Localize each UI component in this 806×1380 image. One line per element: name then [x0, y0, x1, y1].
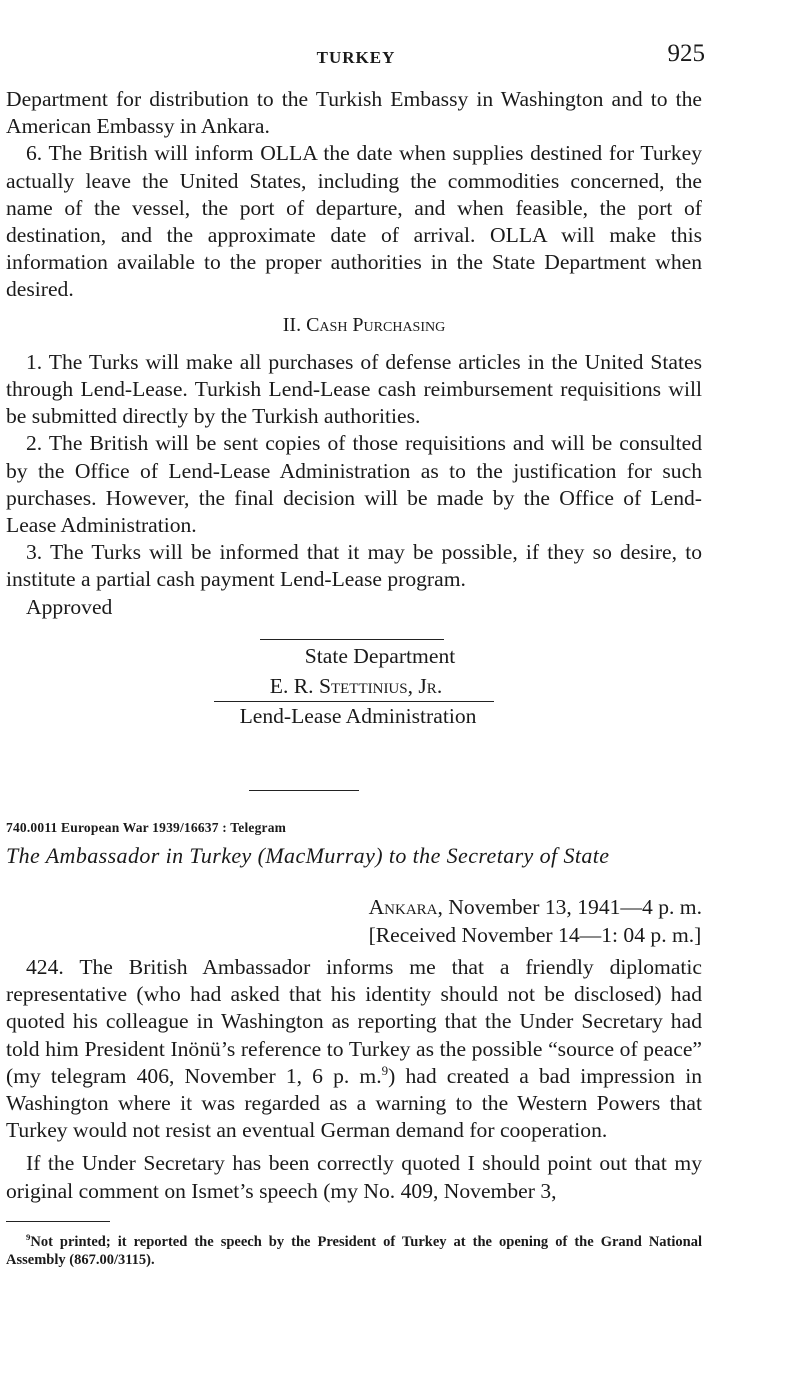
paragraph-text: 424. The British Ambassador informs me that a friendly diplomatic representative (who had asked that his identity should not be disclosed) had quoted his colleague in Washington as reporting that the Under Secretary had told him President Inönü’s reference to Turkey as the possible “source of peace” (my telegram 406, November 1, 6 p. m.	[6, 955, 702, 1088]
section-number: II.	[282, 313, 302, 336]
upper-body	[6, 86, 702, 791]
paragraph-item-3: 3. The Turks will be informed that it may be possible, if they so desire, to institute a partial cash payment Lend-Lease program.	[6, 540, 702, 592]
paragraph-item-1: 1. The Turks will make all purchases of defense articles in the United States through Lend-Lease. Turkish Lend-Lease cash reimbursement requisitions will be submitted directly by the Turkish authorities.	[6, 349, 702, 429]
running-header	[0, 40, 806, 76]
footnote-rule	[6, 1221, 110, 1222]
signature-line	[260, 639, 444, 640]
footnote	[6, 1233, 702, 1269]
telegram-paragraph-2: If the Under Secretary has been correctly quoted I should point out that my original comment on Ismet’s speech (my No. 409, November 3,	[6, 1151, 702, 1203]
department-state: State Department	[304, 643, 456, 668]
date-sent-line	[369, 894, 702, 922]
place-name: Ankara	[368, 895, 438, 919]
section-heading	[6, 312, 702, 339]
paragraph-continuation: Department for distribution to the Turkish Embassy in Washington and to the American Embassy in Ankara.	[6, 87, 702, 139]
telegram-body	[6, 954, 702, 1205]
signature-block	[6, 621, 702, 791]
page-number: 925	[667, 40, 705, 67]
approved-label: Approved	[26, 594, 113, 619]
telegram-paragraph-1	[6, 954, 702, 1144]
footnote-text: Not printed; it reported the speech by the President of Turkey at the opening of the Grand National Assembly (867.00/3115).	[6, 1234, 702, 1268]
footnote-text-line	[6, 1233, 702, 1269]
dateline	[369, 894, 702, 949]
footnote-mark: 9	[26, 1232, 31, 1243]
department-lend-lease: Lend-Lease Administration	[239, 703, 477, 728]
signer-name: E. R. Stettinius, Jr.	[269, 673, 443, 698]
date-sent: , November 13, 1941—4 p. m.	[437, 895, 702, 919]
section-divider	[249, 790, 359, 791]
document-title: The Ambassador in Turkey (MacMurray) to the Secretary of State	[6, 843, 610, 868]
running-title: TURKEY	[316, 48, 396, 67]
paragraph-text: ) had created a bad impression in Washington where it was regarded as a warning to the Western Powers that Turkey would not resist an eventual German demand for cooperation.	[6, 1063, 702, 1143]
paragraph-item-6: 6. The British will inform OLLA the date when supplies destined for Turkey actually leave the United States, including the commodities concerned, the name of the vessel, the port of departure, and when feasible, the port of destination, and the approximate date of arrival. OLLA will make this information available to the proper authorities in the State Department when desired.	[6, 141, 702, 302]
signature-line	[214, 701, 494, 702]
date-received: [Received November 14—1: 04 p. m.]	[368, 922, 702, 947]
footnote-reference: 9	[381, 1062, 389, 1078]
file-reference: 740.0011 European War 1939/16637 : Telegram	[6, 820, 287, 835]
section-title: Cash Purchasing	[306, 313, 446, 336]
paragraph-item-2: 2. The British will be sent copies of those requisitions and will be consulted by the Office of Lend-Lease Administration as to the justification for such purchases. However, the final decision will be made by the Office of Lend-Lease Administration.	[6, 431, 702, 538]
